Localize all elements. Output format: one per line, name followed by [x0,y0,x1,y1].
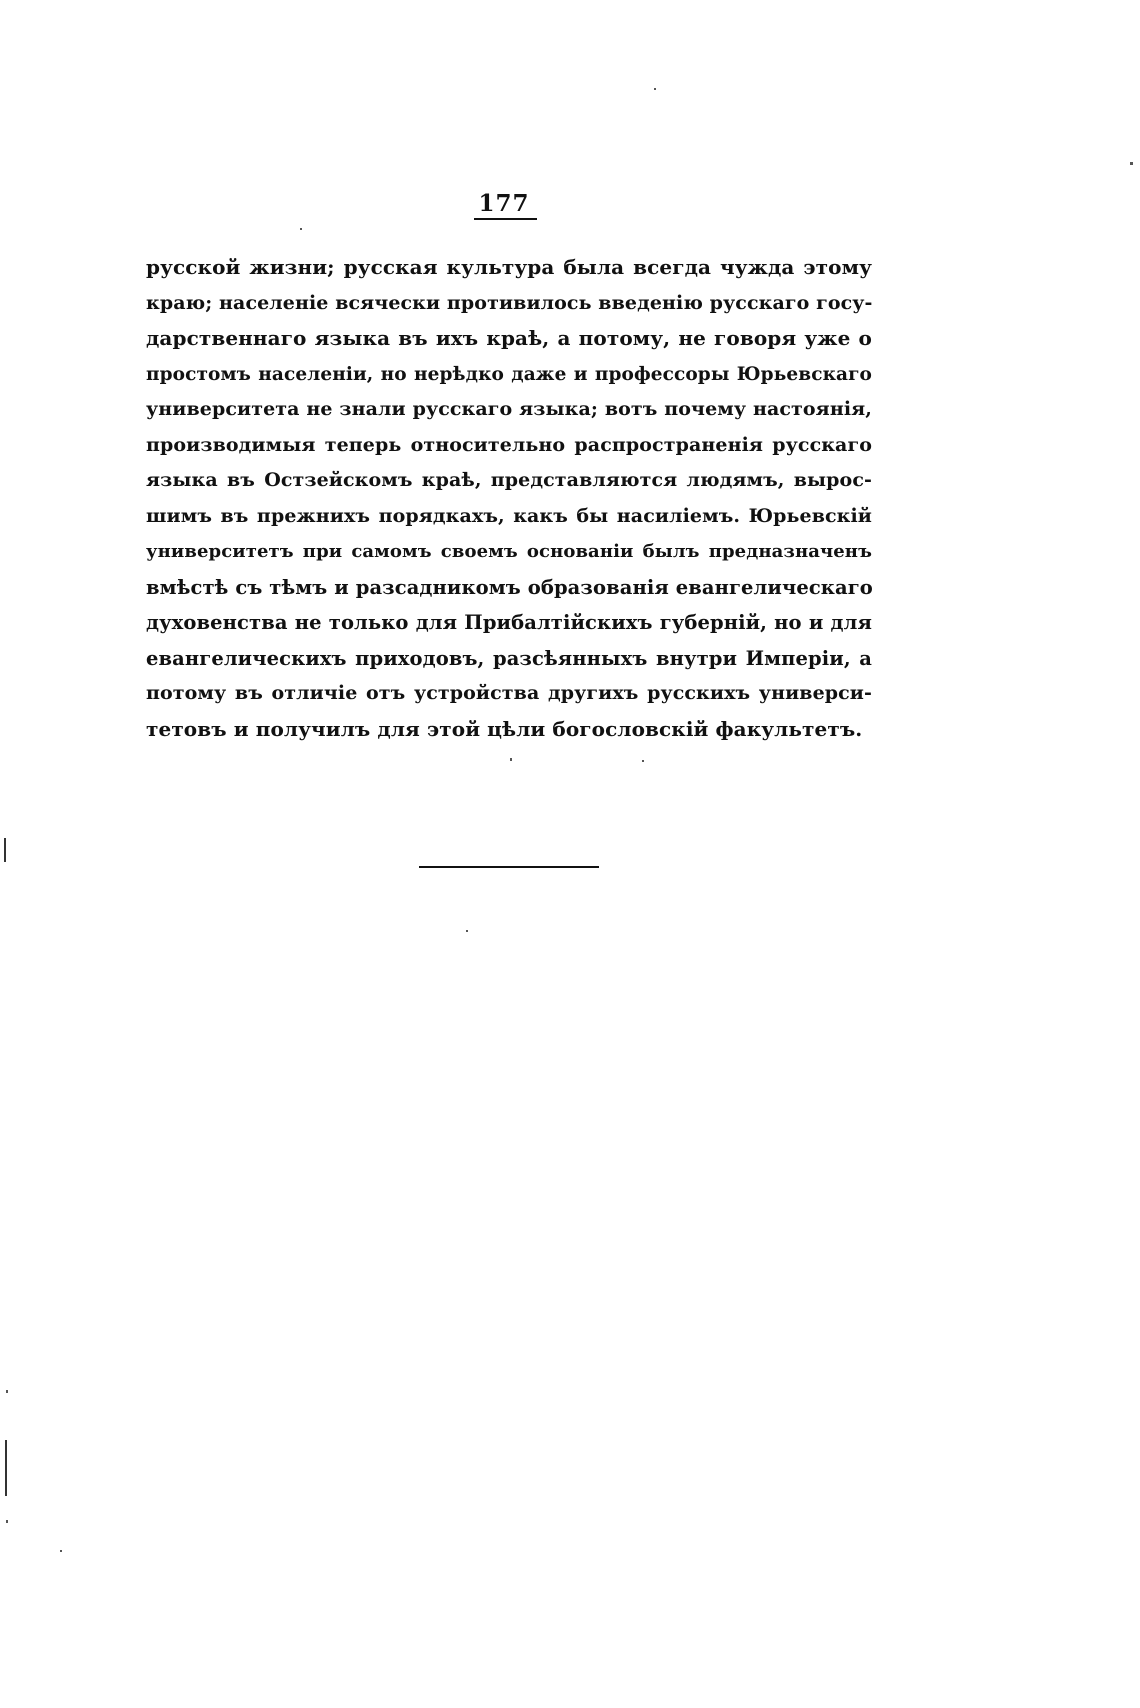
text-line: евангелическихъ приходовъ, разсѣянныхъ внутри Имперіи, а [146,646,872,670]
scan-edge-mark [5,1440,7,1496]
text-line: тетовъ и получилъ для этой цѣли богословскій факультетъ. [146,716,863,741]
text-line: дарственнаго языка въ ихъ краѣ, а потому, не говоря уже о [146,326,872,350]
scan-edge-mark [4,838,6,862]
text-line: языка въ Остзейскомъ краѣ, представляются людямъ, вырос- [146,469,872,491]
scan-speck [6,1390,8,1393]
text-line: шимъ въ прежнихъ порядкахъ, какъ бы насиліемъ. Юрьевскій [146,504,872,527]
scan-speck [654,88,656,90]
text-line: краю; населеніе всячески противилось введенію русскаго госу- [146,291,873,314]
text-line: производимыя теперь относительно распространенія русскаго [146,433,872,456]
text-line: университетъ при самомъ своемъ основаніи былъ предназначенъ [146,541,872,562]
end-of-text-rule [419,866,599,868]
page-number: 177 [478,190,530,217]
scan-speck [60,1550,62,1552]
text-line: университета не знали русскаго языка; вотъ почему настоянія, [146,398,872,420]
scan-speck [1130,162,1133,165]
text-line: русской жизни; русская культура была всегда чужда этому [146,255,872,279]
text-line: вмѣстѣ съ тѣмъ и разсадникомъ образованія евангелическаго [146,575,873,599]
text-line: духовенства не только для Прибалтійскихъ губерній, но и для [146,611,872,634]
page-number-underline [474,218,537,220]
scan-speck [300,228,302,230]
text-line: простомъ населеніи, но нерѣдко даже и профессоры Юрьевскаго [146,363,872,385]
scan-speck [510,758,512,761]
scan-speck [466,930,468,932]
scan-speck [642,760,644,762]
scan-speck [6,1520,8,1523]
body-text [146,250,872,747]
text-line: потому въ отличіе отъ устройства другихъ русскихъ универси- [146,682,872,704]
